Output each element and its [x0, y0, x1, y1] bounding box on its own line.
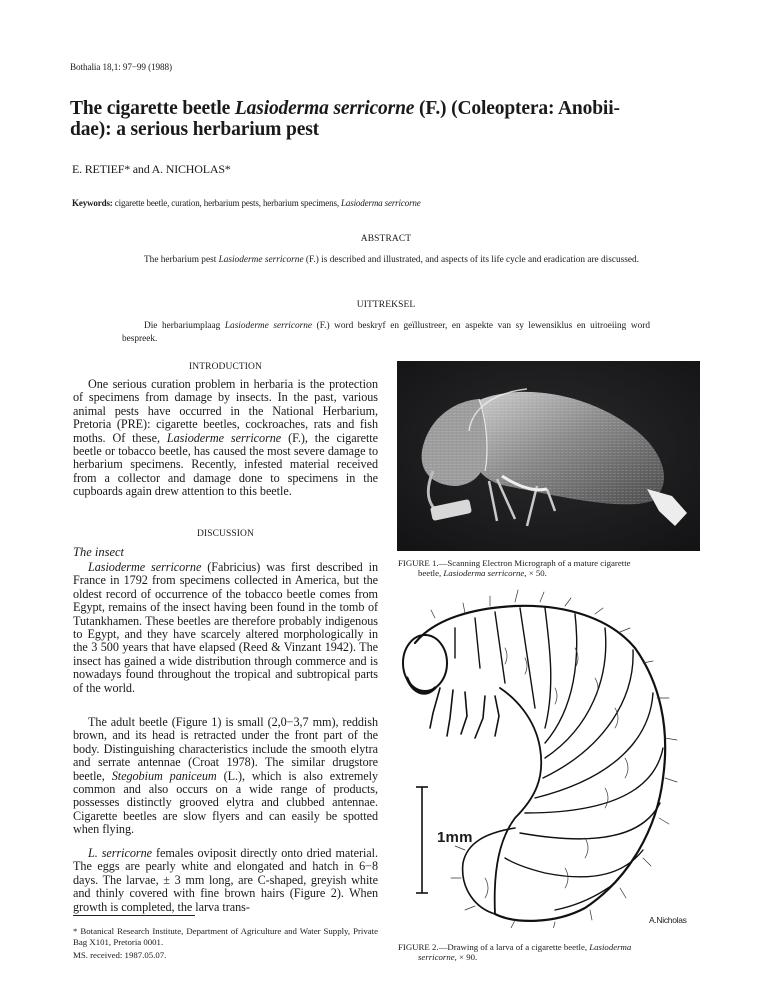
illustrator-signature: A.Nicholas	[649, 915, 687, 925]
introduction-heading: INTRODUCTION	[189, 362, 262, 372]
footnote-divider	[73, 915, 195, 916]
keywords-label: Keywords:	[72, 198, 113, 208]
figure-2-caption: FIGURE 2.—Drawing of a larva of a cigarette beetle, Lasioderma serricorne, × 90.	[398, 942, 632, 962]
title-species: Lasioderma serricorne	[234, 98, 415, 119]
discussion-paragraph-1: Lasioderme serricorne (Fabricius) was first described in France in 1792 from specimens collected in America, but the oldest record of occurrence of the tobacco beetle comes from Egypt, remains of the insect having been found in the tomb of Tutankhamen. These beetles are therefore probably indigenous to Egypt, and they have scarcely altered morphologically in the 3 500 years that have elapsed (Reed & Vinzant 1942). The insect has gained a wide distribution through commerce and is nowadays found throughout the tropical and subtropical parts of the world.	[73, 560, 378, 695]
authors: E. RETIEF* and A. NICHOLAS*	[72, 162, 231, 176]
figure-1-caption: FIGURE 1.—Scanning Electron Micrograph of a mature cigarette beetle, Lasioderma serricorne, × 50.	[398, 558, 631, 578]
scale-bar-label: 1mm	[437, 829, 473, 846]
larva-drawing-icon	[395, 588, 715, 928]
footnote-affiliation: * Botanical Research Institute, Department of Agriculture and Water Supply, Private Bag X101, Pretoria 0001.	[73, 926, 378, 947]
abstract-heading: ABSTRACT	[360, 234, 412, 244]
journal-reference: Bothalia 18,1: 97−99 (1988)	[70, 62, 173, 72]
discussion-heading: DISCUSSION	[197, 529, 254, 539]
scale-bar	[416, 787, 428, 893]
uittreksel-heading: UITTREKSEL	[356, 300, 416, 310]
discussion-paragraph-2: The adult beetle (Figure 1) is small (2,0−3,7 mm), reddish brown, and its head is retracted under the front part of the body. Distinguishing characteristics include the smooth elytra and serrate antennae (Croat 1978). The similar drugstore beetle, Stegobium paniceum (L.), which is also extremely common and also occurs on a wide range of products, possesses distinctly grooved elytra and clubbed antennae. Cigarette beetles are slow flyers and can easily be spotted when flying.	[73, 715, 378, 837]
paper-title: The cigarette beetle Lasioderma serricorne (F.) (Coleoptera: Anobii- dae): a serious herbarium pest	[70, 98, 620, 140]
subheading-the-insect: The insect	[73, 545, 125, 559]
abstract-text: The herbarium pest Lasioderme serricorne (F.) is described and illustrated, and aspects of its life cycle and eradication are discussed.	[144, 255, 639, 265]
manuscript-received-date: MS. received: 1987.05.07.	[73, 950, 167, 960]
discussion-paragraph-3: L. serricorne females oviposit directly onto dried material. The eggs are pearly white and elongated and hatch in 6−8 days. The larvae, ± 3 mm long, are C-shaped, greyish white and thinly covered with fine brown hairs (Figure 2). When growth is completed, the larva trans-	[73, 846, 378, 914]
beetle-micrograph-icon	[397, 361, 700, 551]
keywords: Keywords: cigarette beetle, curation, herbarium pests, herbarium specimens, Lasioderma serricorne	[72, 198, 421, 208]
figure-2-larva-drawing	[395, 588, 715, 928]
uittreksel-text: Die herbariumplaag Lasioderme serricorne (F.) word beskryf en geïllustreer, en aspekte van sy lewensiklus en uitroeiing word bespreek.	[122, 321, 650, 344]
figure-1-sem-micrograph	[397, 361, 700, 551]
introduction-paragraph: One serious curation problem in herbaria is the protection of specimens from damage by insects. In the past, various animal pests have occurred in the National Herbarium, Pretoria (PRE): cigarette beetles, cockroaches, rats and fish moths. Of these, Lasioderme serricorne (F.), the cigarette beetle or tobacco beetle, has caused the most severe damage to herbarium specimens. Recently, infested material received from a collector and damage done to specimens in the cupboards again drew attention to this beetle.	[73, 377, 378, 499]
